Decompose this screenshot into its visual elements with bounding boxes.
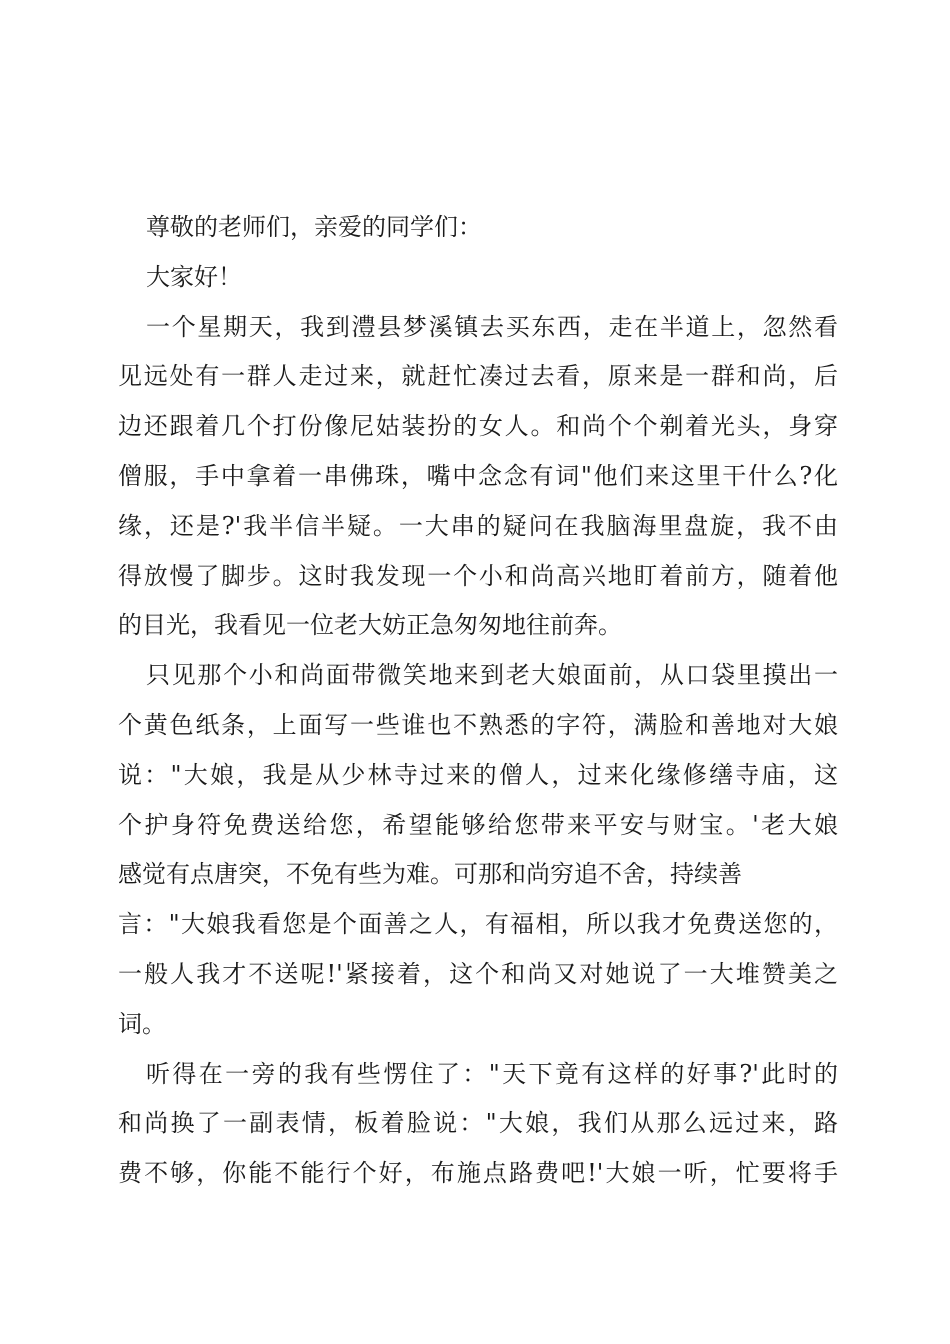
paragraph-line: 僧服，手中拿着一串佛珠，嘴中念念有词"他们来这里干什么?化 — [118, 461, 838, 490]
paragraph-line: 感觉有点唐突，不免有些为难。可那和尚穷追不舍，持续善 — [118, 860, 742, 889]
document-body — [118, 203, 838, 1199]
paragraph-line: 的目光，我看见一位老大妨正急匆匆地往前奔。 — [118, 611, 622, 640]
salutation-line: 尊敬的老师们，亲爱的同学们： — [146, 213, 482, 241]
paragraph-line: 边还跟着几个打份像尼姑装扮的女人。和尚个个剃着光头，身穿 — [118, 412, 838, 441]
paragraph-line: 听得在一旁的我有些愣住了："天下竟有这样的好事?'此时的 — [146, 1059, 838, 1088]
paragraph-line: 言："大娘我看您是个面善之人，有福相，所以我才免费送您的， — [118, 910, 838, 939]
paragraph-line: 一个星期天，我到澧县梦溪镇去买东西，走在半道上，忽然看 — [146, 312, 838, 341]
paragraph-line: 费不够，你能不能行个好，布施点路费吧!'大娘一听，忙要将手 — [118, 1159, 838, 1188]
paragraph-line: 和尚换了一副表情，板着脸说："大娘，我们从那么远过来，路 — [118, 1109, 838, 1138]
paragraph-line: 只见那个小和尚面带微笑地来到老大娘面前，从口袋里摸出一 — [146, 661, 838, 690]
paragraph-line: 个黄色纸条，上面写一些谁也不熟悉的字符，满脸和善地对大娘 — [118, 710, 838, 739]
paragraph-line: 得放慢了脚步。这时我发现一个小和尚高兴地盯着前方，随着他 — [118, 561, 838, 590]
paragraph-line: 见远处有一群人走过来，就赶忙凑过去看，原来是一群和尚，后 — [118, 362, 838, 391]
paragraph-line: 说："大娘，我是从少林寺过来的僧人，过来化缘修缮寺庙，这 — [118, 760, 838, 789]
greeting-line: 大家好！ — [146, 262, 242, 291]
paragraph-line: 个护身符免费送给您，希望能够给您带来平安与财宝。'老大娘 — [118, 810, 838, 839]
paragraph-line: 一般人我才不送呢!'紧接着，这个和尚又对她说了一大堆赞美之 — [118, 959, 838, 988]
paragraph-line: 词。 — [118, 1009, 166, 1038]
paragraph-line: 缘，还是?'我半信半疑。一大串的疑问在我脑海里盘旋，我不由 — [118, 511, 838, 540]
